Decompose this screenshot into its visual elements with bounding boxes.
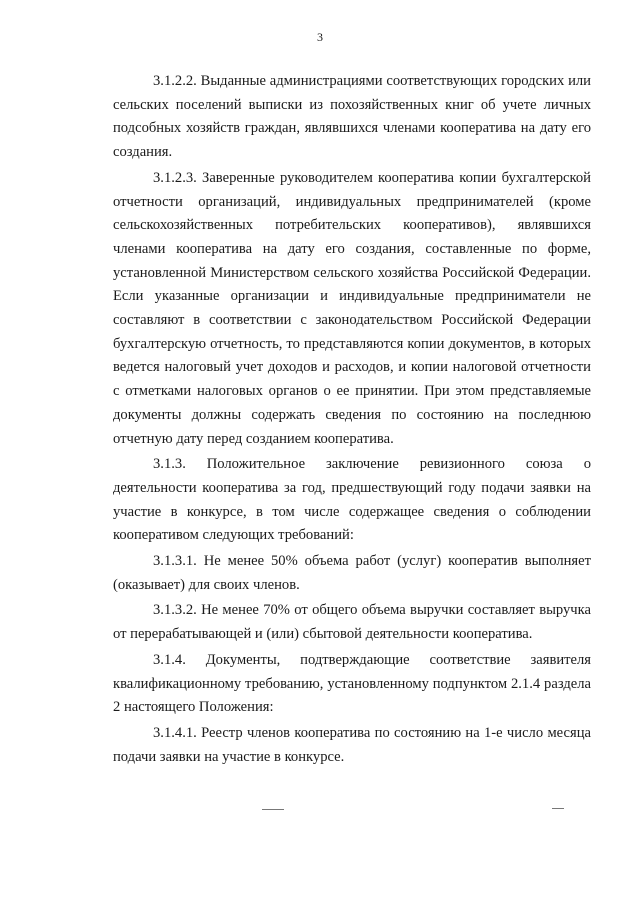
paragraph-3-1-2-3: 3.1.2.3. Заверенные руководителем кооператива копии бухгалтерской отчетности организаций, индивидуальных предпринимателей (кроме сельскохозяйственных потребительских кооперативов), являвшихся членами кооператива на дату его создания, составленные по форме, установленной Министерством сельского хозяйства Российской Федерации. Если указанные организации и индивидуальные предприниматели не составляют в соответствии с законодательством Российской Федерации бухгалтерскую отчетность, то представляются копии документов, в которых ведется налоговый учет доходов и расходов, и копии налоговой отчетности с отметками налоговых органов о ее принятии. При этом представляемые документы должны содержать сведения по состоянию на последнюю отчетную дату перед созданием кооператива. <box>113 169 591 447</box>
scan-mark <box>552 808 564 809</box>
paragraph-3-1-4-1: 3.1.4.1. Реестр членов кооператива по состоянию на 1-е число месяца подачи заявки на участие в конкурсе. <box>113 724 591 765</box>
scan-mark <box>262 809 284 810</box>
paragraph-3-1-3: 3.1.3. Положительное заключение ревизионного союза о деятельности кооператива за год, предшествующий году подачи заявки на участие в конкурсе, в том числе содержащее сведения о соблюдении кооперативом следующих требований: <box>113 456 591 544</box>
paragraph-3-1-4: 3.1.4. Документы, подтверждающие соответствие заявителя квалификационному требованию, установленному подпунктом 2.1.4 раздела 2 настоящего Положения: <box>113 651 591 716</box>
paragraph-3-1-3-1: 3.1.3.1. Не менее 50% объема работ (услуг) кооператив выполняет (оказывает) для своих членов. <box>113 553 591 593</box>
paragraph-3-1-3-2: 3.1.3.2. Не менее 70% от общего объема выручки составляет выручка от перерабатывающей и (или) сбытовой деятельности кооператива. <box>113 602 591 643</box>
page-number: 3 <box>317 30 323 44</box>
document-body <box>113 70 591 771</box>
paragraph-3-1-2-2: 3.1.2.2. Выданные администрациями соответствующих городских или сельских поселений выписки из похозяйственных книг об учете личных подсобных хозяйств граждан, являвшихся членами кооператива на дату его создания. <box>113 73 591 161</box>
